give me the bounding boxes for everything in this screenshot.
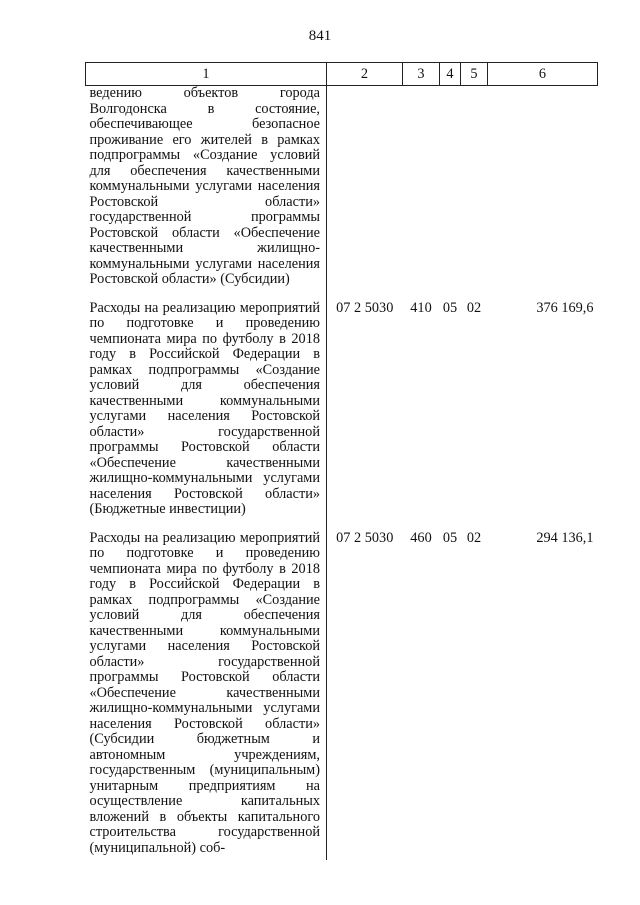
row-target-code (327, 86, 403, 292)
column-header-5: 5 (461, 63, 488, 86)
page-number: 841 (308, 28, 332, 44)
row-subsection: 02 (466, 529, 482, 546)
column-header-2: 2 (327, 63, 403, 86)
column-header-4: 4 (440, 63, 461, 86)
column-header-3: 3 (403, 63, 440, 86)
row-expense-type (403, 86, 440, 292)
row-description: Расходы на реализацию мероприятий по подготовке и проведению чемпионата мира по футболу в 2018 году в Российской Федерации в рамках подпрограммы «Создание условий для обеспечения качественными коммунальными услугами населения Ростовской области» государственной программы Ростовской области «Обеспечение качественными жилищно-коммунальными услугами населения Ростовской области» (Бюджетные инвестиции) (86, 292, 327, 522)
row-subsection (461, 86, 488, 292)
row-section: 05 (442, 529, 458, 546)
table-header-row (86, 63, 598, 86)
row-expense-type: 460 (410, 529, 432, 546)
column-header-1: 1 (86, 63, 327, 86)
budget-table (85, 62, 598, 860)
row-expense-type: 410 (410, 299, 432, 316)
row-section (440, 86, 461, 292)
row-section: 05 (442, 299, 458, 316)
row-description: Расходы на реализацию мероприятий по подготовке и проведению чемпионата мира по футболу в 2018 году в Российской Федерации в рамках подпрограммы «Создание условий для обеспечения качественными коммунальными услугами населения Ростовской области» государственной программы Ростовской области «Обеспечение качественными жилищно-коммунальными услугами населения Ростовской области» (Субсидии бюджетным и автономным учреждениям, государственным (муниципальным) унитарным предприятиям на осуществление капитальных вложений в объекты капитального строительства государственной (муниципальной) соб- (86, 522, 327, 861)
row-subsection: 02 (466, 299, 482, 316)
row-target-code: 07 2 5030 (336, 529, 394, 546)
row-amount (488, 86, 598, 292)
column-header-6: 6 (488, 63, 598, 86)
table-row (86, 522, 598, 861)
row-description: ведению объектов города Волгодонска в состояние, обеспечивающее безопасное проживание его жителей в рамках подпрограммы «Создание условий для обеспечения качественными коммунальными услугами населения Ростовской области» государственной программы Ростовской области «Обеспечение качественными жилищно-коммунальными услугами населения Ростовской области» (Субсидии) (86, 86, 327, 292)
table-row (86, 292, 598, 522)
row-amount: 376 169,6 (536, 299, 594, 316)
table-row (86, 86, 598, 292)
row-amount: 294 136,1 (536, 529, 594, 546)
row-target-code: 07 2 5030 (336, 299, 394, 316)
